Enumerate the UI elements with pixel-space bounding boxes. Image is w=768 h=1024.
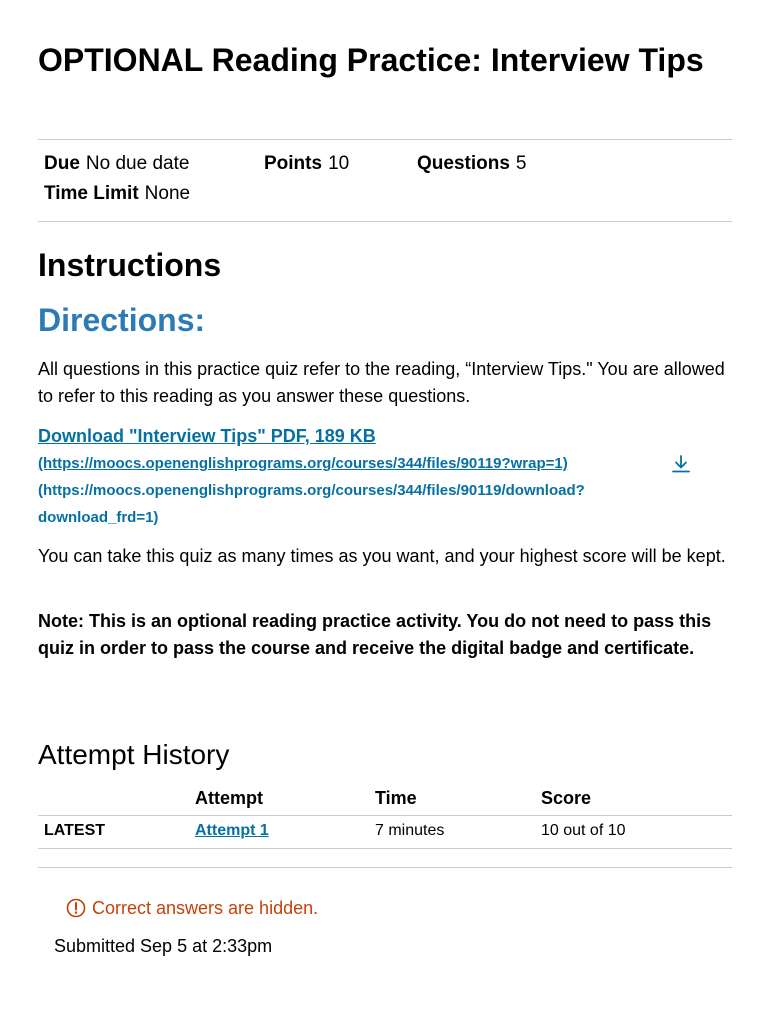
column-header-attempt: Attempt bbox=[195, 788, 263, 808]
questions-label: Questions bbox=[417, 153, 510, 174]
time-limit-value: None bbox=[144, 183, 191, 204]
retake-text: You can take this quiz as many times as you want, and your highest score will be kept. bbox=[38, 546, 726, 566]
attempt-score: 10 out of 10 bbox=[541, 822, 626, 839]
meta-due bbox=[44, 152, 189, 176]
instructions-heading: Instructions bbox=[38, 247, 222, 283]
download-icon[interactable] bbox=[670, 453, 692, 475]
points-value: 10 bbox=[328, 153, 350, 174]
answers-hidden-text: Correct answers are hidden. bbox=[92, 898, 319, 918]
warning-circle-icon bbox=[66, 898, 86, 918]
table-row-divider bbox=[38, 848, 732, 849]
attempt-history-heading: Attempt History bbox=[38, 739, 230, 770]
attempt-time: 7 minutes bbox=[375, 822, 445, 839]
points-label: Points bbox=[264, 153, 323, 174]
file-url-link[interactable]: (https://moocs.openenglishprograms.org/courses/344/files/90119?wrap=1) bbox=[38, 455, 568, 472]
meta-points bbox=[264, 152, 349, 176]
page-title: OPTIONAL Reading Practice: Interview Tips bbox=[38, 42, 704, 78]
download-url-link[interactable]: (https://moocs.openenglishprograms.org/courses/344/files/90119/download? bbox=[38, 482, 585, 499]
due-label: Due bbox=[44, 153, 80, 174]
meta-questions bbox=[417, 152, 526, 176]
divider bbox=[38, 139, 732, 140]
note-text: Note: This is an optional reading practice activity. You do not need to pass this quiz in order to pass the course and receive the digital badge and certificate. bbox=[38, 611, 712, 658]
column-header-time: Time bbox=[375, 788, 417, 808]
attempt-1-link[interactable]: Attempt 1 bbox=[195, 822, 269, 839]
answers-hidden-notice bbox=[66, 896, 318, 920]
questions-value: 5 bbox=[515, 153, 527, 174]
intro-text: All questions in this practice quiz refer to the reading, “Interview Tips." You are allowed to refer to this reading as you answer these questions. bbox=[38, 359, 725, 406]
time-limit-label: Time Limit bbox=[44, 183, 139, 204]
directions-heading: Directions: bbox=[38, 302, 206, 338]
latest-badge: LATEST bbox=[44, 822, 106, 839]
download-url-link-cont[interactable]: download_frd=1) bbox=[38, 509, 159, 526]
download-pdf-link[interactable]: Download "Interview Tips" PDF, 189 KB bbox=[38, 426, 376, 446]
submitted-timestamp: Submitted Sep 5 at 2:33pm bbox=[54, 936, 273, 956]
column-header-score: Score bbox=[541, 788, 592, 808]
divider bbox=[38, 867, 732, 868]
divider bbox=[38, 221, 732, 222]
due-value: No due date bbox=[85, 153, 190, 174]
table-header-divider bbox=[38, 815, 732, 816]
meta-time-limit bbox=[44, 182, 190, 206]
